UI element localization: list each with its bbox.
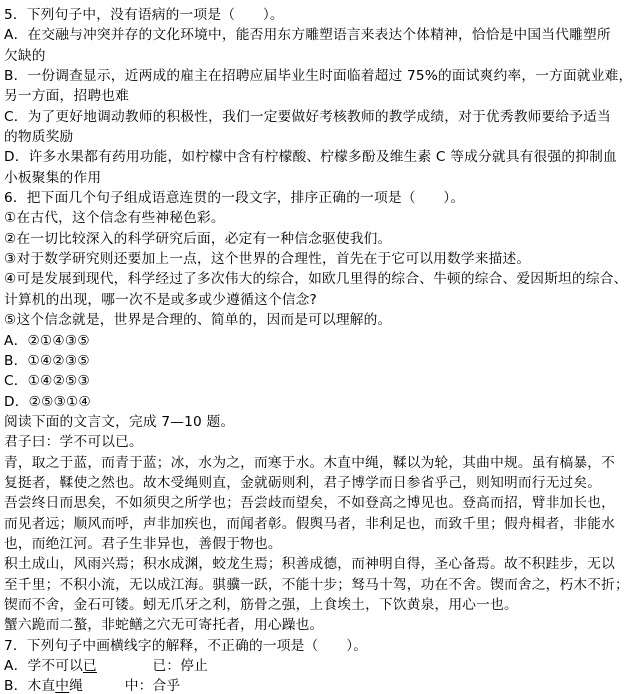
q7-option-b-underlined-char: 中 <box>55 678 70 694</box>
passage-line-1: 君子曰：学不可以已。 <box>4 434 143 451</box>
q6-sentence-5: ⑤这个信念就是，世界是合理的、简单的，因而是可以理解的。 <box>4 312 392 329</box>
q7-option-a-pre: A．学不可以 <box>4 658 84 674</box>
q5-option-c-line1: C．为了更好地调动教师的积极性，我们一定要做好考核教师的教学成绩，对于优秀教师要给予适当 <box>4 108 611 125</box>
q6-sentence-2: ②在一切比较深入的科学研究后面，必定有一种信念驱使我们。 <box>4 230 392 247</box>
q7-option-a-post: 已：停止 <box>96 658 209 674</box>
q5-option-b-line2: 另一方面，招聘也难 <box>4 88 129 105</box>
q6-sentence-1: ①在古代，这个信念有些神秘色彩。 <box>4 210 225 227</box>
q5-option-a-line1: A．在交融与冲突并存的文化环境中，能否用东方雕塑语言来表达个体精神，恰恰是中国当代雕塑所 <box>4 27 611 44</box>
q5-option-d-line2: 小板聚集的作用 <box>4 169 102 186</box>
passage-line-4: 吾尝终日而思矣，不如须臾之所学也；吾尝歧而望矣，不如登高之博见也。登高而招，臂非加长也， <box>4 495 616 512</box>
q6-option-b: B．①④②③⑤ <box>4 352 90 369</box>
passage-line-10: 蟹六跪而二螯，非蛇鳝之穴无可寄托者，用心躁也。 <box>4 617 324 634</box>
q7-option-a-underlined-char: 已 <box>83 658 97 674</box>
passage-line-2: 青，取之于蓝，而青于蓝；冰，水为之，而寒于水。木直中绳，鞣以为轮，其曲中规。虽有槁暴，不 <box>4 454 616 471</box>
q7-stem: 7．下列句子中画横线字的解释，不正确的一项是（ ）。 <box>4 637 368 654</box>
q5-option-b-line1: B．一份调查显示，近两成的雇主在招聘应届毕业生时面临着超过 75%的面试爽约率，一方面就业难， <box>4 68 632 85</box>
passage-intro: 阅读下面的文言文，完成 7—10 题。 <box>4 413 235 430</box>
q7-option-a <box>4 656 630 676</box>
passage-line-8: 至千里；不积小流，无以成江海。骐骥一跃，不能十步；驽马十驾，功在不舍。锲而舍之，朽木不折； <box>4 576 629 593</box>
q6-option-a: A．②①④③⑤ <box>4 332 90 349</box>
q5-option-c-line2: 的物质奖励 <box>4 129 74 146</box>
q5-option-d-line1: D．许多水果都有药用功能，如柠檬中含有柠檬酸、柠檬多酚及维生素 C 等成分就具有很强的抑制血 <box>4 149 617 166</box>
q5-stem: 5．下列句子中，没有语病的一项是（ ）。 <box>4 7 284 23</box>
passage-line-7: 积土成山，风雨兴焉；积水成渊，蛟龙生焉；积善成德，而神明自得，圣心备焉。故不积跬步，无以 <box>4 556 616 573</box>
q5-option-a-line2: 欠缺的 <box>4 47 46 64</box>
q6-sentence-3: ③对于数学研究则还要加上一点，这个世界的合理性，首先在于它可以用数学来描述。 <box>4 251 531 268</box>
q7-option-b <box>4 676 630 694</box>
passage-line-5: 而见者远；顺风而呼，声非加疾也，而闻者彰。假舆马者，非利足也，而致千里；假舟楫者，非能水 <box>4 515 616 532</box>
q6-option-d: D．②⑤③①④ <box>4 393 91 410</box>
passage-line-9: 锲而不舍，金石可镂。蚓无爪牙之利，筋骨之强，上食埃土，下饮黄泉，用心一也。 <box>4 596 518 613</box>
passage-line-3: 复挺者，鞣使之然也。故木受绳则直，金就砺则利，君子博学而日参省乎己，则知明而行无过矣。 <box>4 474 602 491</box>
q6-sentence-4-line2: 计算机的出现，哪一次不是或多或少遵循这个信念? <box>4 291 317 308</box>
q7-option-b-post: 绳 中：合乎 <box>69 678 181 694</box>
q7-option-b-pre: B．木直 <box>4 678 56 694</box>
passage-line-6: 也，而绝江河。君子生非异也，善假于物也。 <box>4 535 282 552</box>
q6-sentence-4-line1: ④可是发展到现代，科学经过了多次伟大的综合，如欧几里得的综合、牛顿的综合、爱因斯坦的综合、 <box>4 271 628 288</box>
q6-stem: 6．把下面几个句子组成语意连贯的一段文字，排序正确的一项是（ ）。 <box>4 190 465 207</box>
q6-option-c: C．①④②⑤③ <box>4 373 90 390</box>
